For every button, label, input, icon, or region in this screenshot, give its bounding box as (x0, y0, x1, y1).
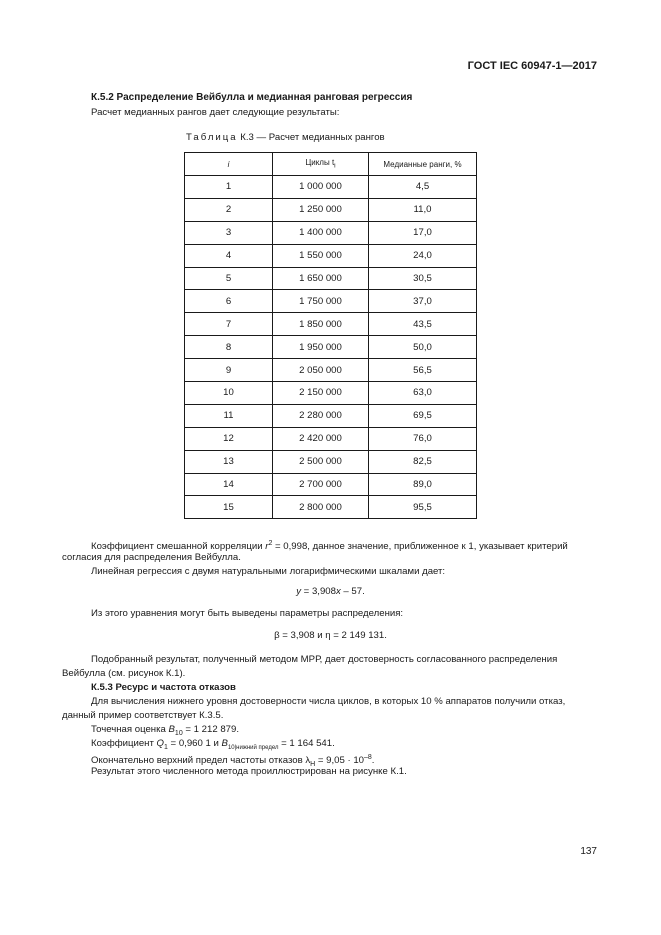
table-row (185, 359, 477, 382)
row-cycles-cell: 1 550 000 (273, 244, 369, 267)
table-row (185, 176, 477, 199)
row-rank-cell: 30,5 (369, 267, 477, 290)
page-number: 137 (580, 846, 597, 857)
table-caption (186, 132, 385, 143)
table-row (185, 244, 477, 267)
row-index-cell: 2 (185, 198, 273, 221)
row-cycles-cell: 2 050 000 (273, 359, 369, 382)
section-k52-intro: Расчет медианных рангов дает следующие результаты: (91, 107, 340, 118)
row-cycles-cell: 1 750 000 (273, 290, 369, 313)
row-rank-cell: 37,0 (369, 290, 477, 313)
row-rank-cell: 76,0 (369, 427, 477, 450)
fit-result-line-2: Вейбулла (см. рисунок К.1). (62, 668, 186, 679)
row-index-cell: 13 (185, 450, 273, 473)
median-ranks-table (184, 152, 477, 519)
row-index-cell: 12 (185, 427, 273, 450)
row-rank-cell: 11,0 (369, 198, 477, 221)
table-row (185, 313, 477, 336)
table-caption-text: К.3 — Расчет медианных рангов (237, 132, 385, 143)
row-index-cell: 1 (185, 176, 273, 199)
row-index-cell: 7 (185, 313, 273, 336)
row-rank-cell: 89,0 (369, 473, 477, 496)
row-index-cell: 10 (185, 382, 273, 405)
row-index-cell: 15 (185, 496, 273, 519)
row-index-cell: 3 (185, 221, 273, 244)
row-index-cell: 14 (185, 473, 273, 496)
section-k53-line-2: данный пример соответствует К.3.5. (62, 710, 224, 721)
row-cycles-cell: 1 950 000 (273, 336, 369, 359)
row-rank-cell: 17,0 (369, 221, 477, 244)
table-row (185, 336, 477, 359)
row-rank-cell: 24,0 (369, 244, 477, 267)
header-i: i (185, 153, 273, 176)
section-k53-line-1: Для вычисления нижнего уровня достоверности числа циклов, в которых 10 % аппаратов получили отказ, (91, 696, 566, 707)
parameters-equation: β = 3,908 и η = 2 149 131. (274, 630, 387, 641)
row-cycles-cell: 2 150 000 (273, 382, 369, 405)
upper-limit-line: Окончательно верхний предел частоты отказов $\lambda_Н = 9,05 \cdot 10^{-8}$. (91, 754, 375, 769)
row-rank-cell: 82,5 (369, 450, 477, 473)
table-row (185, 382, 477, 405)
table-row (185, 290, 477, 313)
table-row (185, 427, 477, 450)
point-estimate: Точечная оценка $B_{10} = 1$ 212 879. (91, 724, 239, 737)
row-rank-cell: 63,0 (369, 382, 477, 405)
table-row (185, 473, 477, 496)
table-row (185, 496, 477, 519)
row-cycles-cell: 1 250 000 (273, 198, 369, 221)
row-index-cell: 9 (185, 359, 273, 382)
section-k52-title: К.5.2 Распределение Вейбулла и медианная ранговая регрессия (91, 92, 413, 103)
row-cycles-cell: 2 280 000 (273, 404, 369, 427)
row-rank-cell: 56,5 (369, 359, 477, 382)
row-cycles-cell: 2 800 000 (273, 496, 369, 519)
row-rank-cell: 50,0 (369, 336, 477, 359)
table-caption-label: Таблица (186, 132, 238, 143)
row-rank-cell: 95,5 (369, 496, 477, 519)
table-row (185, 450, 477, 473)
standard-header: ГОСТ IEC 60947-1—2017 (467, 60, 597, 72)
table-row (185, 404, 477, 427)
row-cycles-cell: 1 000 000 (273, 176, 369, 199)
row-cycles-cell: 2 420 000 (273, 427, 369, 450)
section-k53-title: К.5.3 Ресурс и частота отказов (91, 682, 236, 693)
linear-regression-text: Линейная регрессия с двумя натуральными логарифмическими шкалами дает: (91, 566, 446, 577)
row-index-cell: 6 (185, 290, 273, 313)
header-ranks: Медианные ранги, % (369, 153, 477, 176)
row-cycles-cell: 2 500 000 (273, 450, 369, 473)
row-rank-cell: 43,5 (369, 313, 477, 336)
row-cycles-cell: 2 700 000 (273, 473, 369, 496)
row-index-cell: 11 (185, 404, 273, 427)
coefficient-line: Коэффициент $Q_1 = 0,960$ 1 и $B_{10|нижний предел} = 1$ 164 541. (91, 738, 335, 751)
result-line: Результат этого численного метода проиллюстрирован на рисунке К.1. (91, 766, 407, 777)
table-header-row (185, 153, 477, 176)
row-index-cell: 8 (185, 336, 273, 359)
table-row (185, 198, 477, 221)
correlation-line-1: Коэффициент смешанной корреляции $r^2 = 0,998$, данное значение, приближенное к 1, указывает критерий (91, 540, 568, 553)
correlation-line-2: согласия для распределения Вейбулла. (62, 552, 241, 563)
row-index-cell: 5 (185, 267, 273, 290)
parameters-intro: Из этого уравнения могут быть выведены параметры распределения: (91, 608, 404, 619)
regression-equation: y = 3,908x – 57. (296, 586, 365, 597)
row-rank-cell: 69,5 (369, 404, 477, 427)
row-cycles-cell: 1 650 000 (273, 267, 369, 290)
row-cycles-cell: 1 850 000 (273, 313, 369, 336)
row-cycles-cell: 1 400 000 (273, 221, 369, 244)
table-row (185, 221, 477, 244)
header-cycles: Циклы $t_i$ (273, 153, 369, 176)
row-rank-cell: 4,5 (369, 176, 477, 199)
table-row (185, 267, 477, 290)
fit-result-line-1: Подобранный результат, полученный методом МРР, дает достоверность согласованного распределения (91, 654, 558, 665)
row-index-cell: 4 (185, 244, 273, 267)
